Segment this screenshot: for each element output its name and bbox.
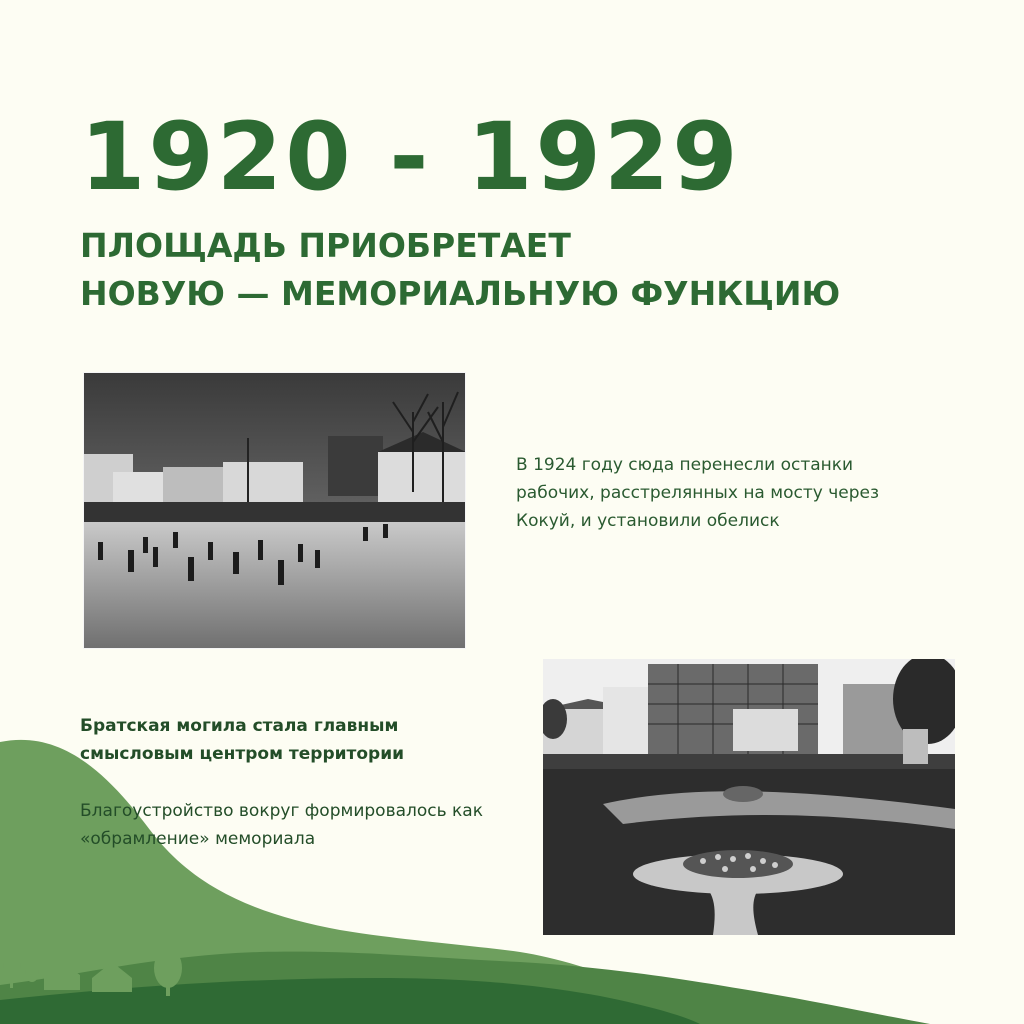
period-title: 1920 - 1929: [80, 103, 741, 212]
subtitle-line-1: ПЛОЩАДЬ ПРИОБРЕТАЕТ: [80, 226, 571, 265]
caption-reburial: В 1924 году сюда перенесли останки рабочих, расстрелянных на мосту через Кокуй, и установили обелиск: [516, 455, 879, 531]
historical-photo-memorial-garden: [543, 659, 955, 935]
historical-photo-crowd-square: [83, 372, 466, 649]
caption-landscaping: Благоустройство вокруг формировалось как «обрамление» мемориала: [80, 801, 483, 849]
section-subtitle: [80, 222, 840, 318]
caption-mass-grave-lead: Братская могила стала главным смысловым центром территории: [80, 716, 405, 764]
subtitle-line-2: НОВУЮ — МЕМОРИАЛЬНУЮ ФУНКЦИЮ: [80, 274, 841, 313]
